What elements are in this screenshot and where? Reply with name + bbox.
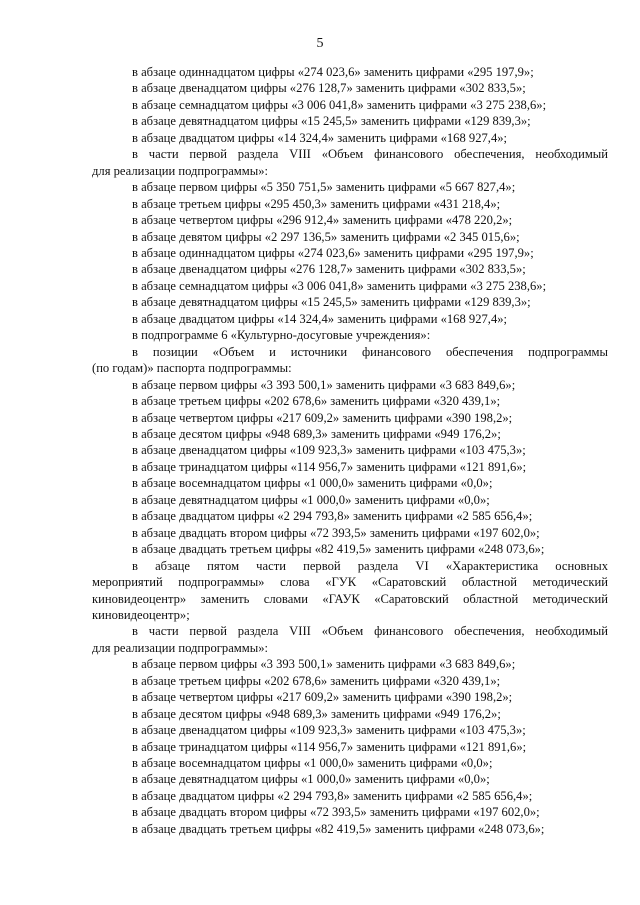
amendment-line: в абзаце двенадцатом цифры «276 128,7» заменить цифрами «302 833,5»; [132,81,526,96]
amendment-line: в абзаце двенадцатом цифры «109 923,3» заменить цифрами «103 475,3»; [132,723,526,738]
amendment-line: в абзаце двадцать втором цифры «72 393,5» заменить цифрами «197 602,0»; [132,805,540,820]
paragraph-line: киновидеоцентр» заменить словами «ГАУК «Саратовский областной методический [92,591,608,606]
amendment-line: в абзаце третьем цифры «202 678,6» заменить цифрами «320 439,1»; [132,394,501,409]
amendment-line: в абзаце двенадцатом цифры «109 923,3» заменить цифрами «103 475,3»; [132,443,526,458]
amendment-line: в абзаце одиннадцатом цифры «274 023,6» заменить цифрами «295 197,9»; [132,65,534,79]
subprogram-heading-line: в подпрограмме 6 «Культурно-досуговые учреждения»: [132,328,431,343]
amendment-line: в абзаце тринадцатом цифры «114 956,7» заменить цифрами «121 891,6»; [132,739,527,754]
paragraph-line: в абзаце пятом части первой раздела VI «Характеристика основных [132,558,608,573]
position-heading-line: в позиции «Объем и источники финансового обеспечения подпрограммы [132,344,608,359]
amendment-line: в абзаце двадцать втором цифры «72 393,5» заменить цифрами «197 602,0»; [132,525,540,540]
amendment-line: в абзаце восемнадцатом цифры «1 000,0» заменить цифрами «0,0»; [132,756,493,771]
section-heading-line: в части первой раздела VIII «Объем финансового обеспечения, необходимый [132,624,608,639]
amendment-line: в абзаце одиннадцатом цифры «274 023,6» заменить цифрами «295 197,9»; [132,245,534,260]
amendment-line: в абзаце двадцатом цифры «14 324,4» заменить цифрами «168 927,4»; [132,130,508,145]
amendment-line: в абзаце девятнадцатом цифры «1 000,0» заменить цифрами «0,0»; [132,772,490,787]
amendment-line: в абзаце семнадцатом цифры «3 006 041,8» заменить цифрами «3 275 238,6»; [132,97,547,112]
page-number: 5 [316,36,324,51]
amendment-line: в абзаце первом цифры «5 350 751,5» заменить цифрами «5 667 827,4»; [132,180,516,195]
amendment-line: в абзаце десятом цифры «948 689,3» заменить цифрами «949 176,2»; [132,426,501,441]
amendment-line: в абзаце двадцать третьем цифры «82 419,5» заменить цифрами «248 073,6»; [132,821,545,836]
section-heading-line: для реализации подпрограммы»: [92,640,268,655]
amendment-line: в абзаце девятнадцатом цифры «15 245,5» заменить цифрами «129 839,3»; [132,295,531,310]
amendment-line: в абзаце восемнадцатом цифры «1 000,0» заменить цифрами «0,0»; [132,476,493,491]
section-heading-line: для реализации подпрограммы»: [92,163,268,178]
amendment-line: в абзаце третьем цифры «295 450,3» заменить цифрами «431 218,4»; [132,196,501,211]
amendment-line: в абзаце двадцатом цифры «2 294 793,8» заменить цифрами «2 585 656,4»; [132,788,533,803]
amendment-line: в абзаце тринадцатом цифры «114 956,7» заменить цифрами «121 891,6»; [132,459,527,474]
amendment-line: в абзаце четвертом цифры «217 609,2» заменить цифрами «390 198,2»; [132,410,513,425]
amendment-line: в абзаце девятнадцатом цифры «15 245,5» заменить цифрами «129 839,3»; [132,114,531,129]
amendment-line: в абзаце девятнадцатом цифры «1 000,0» заменить цифрами «0,0»; [132,492,490,507]
amendment-line: в абзаце двадцатом цифры «2 294 793,8» заменить цифрами «2 585 656,4»; [132,509,533,524]
amendment-line: в абзаце семнадцатом цифры «3 006 041,8» заменить цифрами «3 275 238,6»; [132,278,547,293]
amendment-line: в абзаце первом цифры «3 393 500,1» заменить цифрами «3 683 849,6»; [132,657,516,672]
paragraph-line: мероприятий подпрограммы» слова «ГУК «Саратовский областной методический [92,575,608,590]
amendment-line: в абзаце девятом цифры «2 297 136,5» заменить цифрами «2 345 015,6»; [132,229,520,244]
amendment-line: в абзаце двенадцатом цифры «276 128,7» заменить цифрами «302 833,5»; [132,262,526,277]
amendment-line: в абзаце двадцатом цифры «14 324,4» заменить цифрами «168 927,4»; [132,311,508,326]
position-heading-line: (по годам)» паспорта подпрограммы: [92,361,292,376]
section-heading-line: в части первой раздела VIII «Объем финансового обеспечения, необходимый [132,147,608,162]
amendment-line: в абзаце двадцать третьем цифры «82 419,5» заменить цифрами «248 073,6»; [132,542,545,557]
paragraph-line: киновидеоцентр»; [92,607,190,622]
amendment-line: в абзаце третьем цифры «202 678,6» заменить цифрами «320 439,1»; [132,673,501,688]
amendment-line: в абзаце четвертом цифры «217 609,2» заменить цифрами «390 198,2»; [132,690,513,705]
amendment-line: в абзаце первом цифры «3 393 500,1» заменить цифрами «3 683 849,6»; [132,377,516,392]
amendment-line: в абзаце четвертом цифры «296 912,4» заменить цифрами «478 220,2»; [132,213,513,228]
document-body [92,64,608,837]
amendment-line: в абзаце десятом цифры «948 689,3» заменить цифрами «949 176,2»; [132,706,501,721]
